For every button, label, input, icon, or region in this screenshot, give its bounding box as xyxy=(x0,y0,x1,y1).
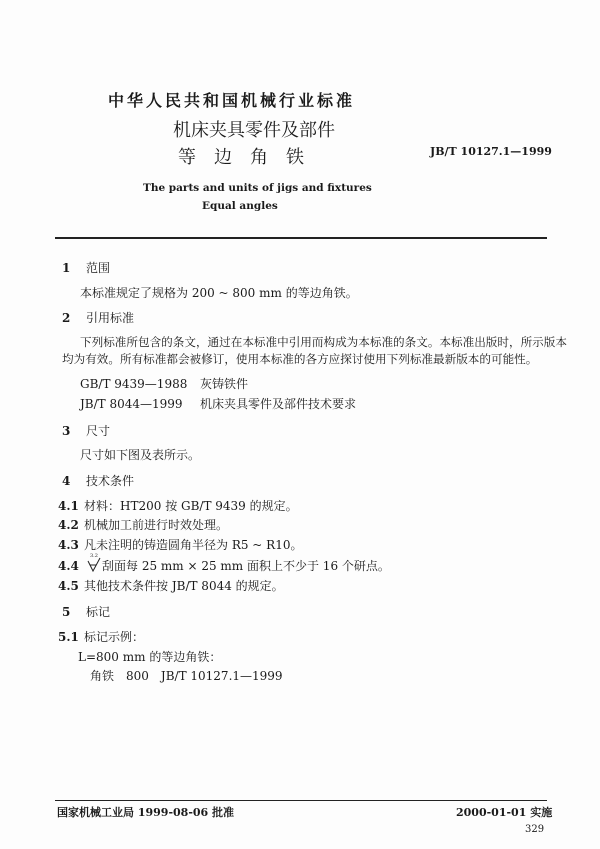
item-5-1-title: 标记示例： xyxy=(84,630,145,644)
section-3-num: 3 xyxy=(62,424,71,438)
section-3-title: 尺寸 xyxy=(86,424,111,438)
item-4-2-text: 机械加工前进行时效处理。 xyxy=(84,518,229,532)
section-1-num: 1 xyxy=(62,261,71,275)
title-line1: 机床夹具零件及部件 xyxy=(173,120,335,141)
ministry-standard: 中华人民共和国机械行业标准 xyxy=(108,91,356,110)
section-2-para2: 均为有效。所有标准都会被修订，使用本标准的各方应探讨使用下列标准最新版本的可能性。 xyxy=(62,352,538,366)
surface-roughness-icon xyxy=(87,557,101,573)
ref2-code: JB/T 8044—1999 xyxy=(80,397,183,411)
item-4-2-num: 4.2 xyxy=(58,518,79,532)
section-2-num: 2 xyxy=(62,311,71,325)
ref1-title: 灰铸铁件 xyxy=(200,377,249,391)
item-4-5-text: 其他技术条件按 JB/T 8044 的规定。 xyxy=(84,579,284,593)
approval: 国家机械工业局 1999-08-06 批准 xyxy=(57,806,235,819)
section-3-text: 尺寸如下图及表所示。 xyxy=(80,448,201,462)
item-4-5-num: 4.5 xyxy=(58,579,79,593)
implementation: 2000-01-01 实施 xyxy=(456,806,553,819)
ref1-code: GB/T 9439—1988 xyxy=(80,377,188,391)
header-rule xyxy=(55,237,547,239)
item-4-3-num: 4.3 xyxy=(58,538,79,552)
item-4-1-num: 4.1 xyxy=(58,499,79,513)
page-number: 329 xyxy=(525,824,545,835)
footer-rule xyxy=(55,800,547,801)
item-5-1-num: 5.1 xyxy=(58,630,79,644)
section-4-num: 4 xyxy=(62,474,71,488)
example-desc: L=800 mm 的等边角铁： xyxy=(78,650,222,664)
section-1-title: 范围 xyxy=(86,261,111,275)
ref2-title: 机床夹具零件及部件技术要求 xyxy=(200,397,357,411)
item-4-4-text: 刮面每 25 mm × 25 mm 面积上不少于 16 个研点。 xyxy=(102,559,390,573)
item-4-1-text: 材料：HT200 按 GB/T 9439 的规定。 xyxy=(84,499,298,513)
title-line2: 等 边 角 铁 xyxy=(178,147,304,168)
section-2-title: 引用标准 xyxy=(86,311,135,325)
item-4-4-num: 4.4 xyxy=(58,559,79,573)
section-2-para1: 下列标准所包含的条文，通过在本标准中引用而构成为本标准的条文。本标准出版时，所示版本 xyxy=(80,335,567,349)
section-1-text: 本标准规定了规格为 200 ~ 800 mm 的等边角铁。 xyxy=(80,286,358,300)
section-5-title: 标记 xyxy=(86,605,111,619)
section-4-title: 技术条件 xyxy=(86,474,135,488)
example-mark: 角铁 800 JB/T 10127.1—1999 xyxy=(90,669,283,683)
english-title: The parts and units of jigs and fixtures xyxy=(143,182,372,194)
english-subtitle: Equal angles xyxy=(202,200,278,212)
section-5-num: 5 xyxy=(62,605,71,619)
roughness-value: 3.2 xyxy=(90,553,98,559)
item-4-3-text: 凡未注明的铸造圆角半径为 R5 ~ R10。 xyxy=(84,538,303,552)
standard-number: JB/T 10127.1—1999 xyxy=(430,145,552,158)
